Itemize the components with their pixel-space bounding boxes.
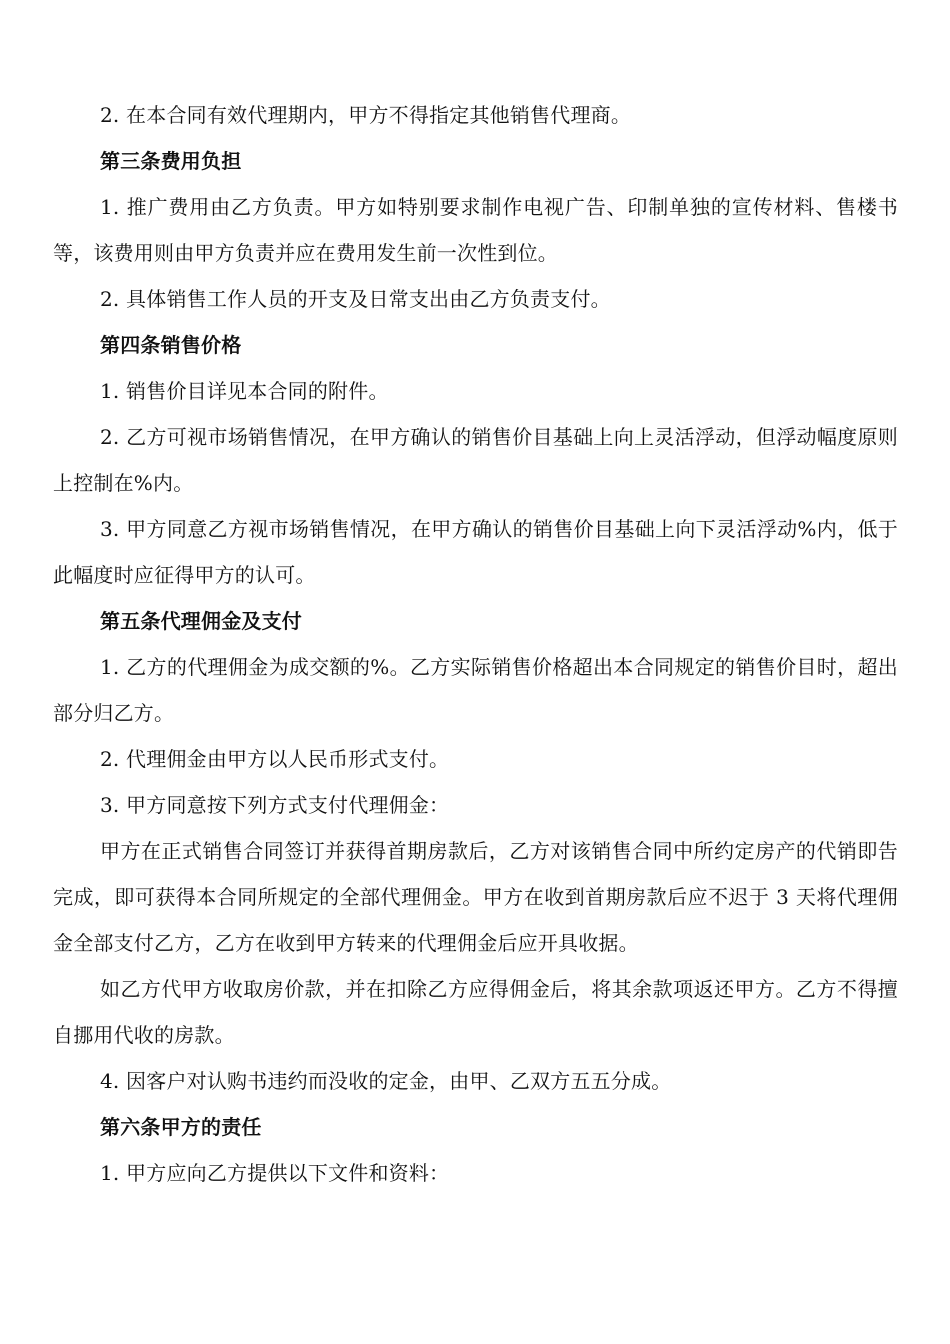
paragraph: 1. 销售价目详见本合同的附件。 [100, 379, 389, 403]
section-heading: 第五条代理佣金及支付 [100, 609, 302, 633]
paragraph: 甲方在正式销售合同签订并获得首期房款后，乙方对该销售合同中所约定房产的代销即告完成，即可获得本合同所规定的全部代理佣金。甲方在收到首期房款后应不迟于 3 天将代理佣金全部支付乙方，乙方在收到甲方转来的代理佣金后应开具收据。 [53, 839, 898, 955]
paragraph: 2. 乙方可视市场销售情况，在甲方确认的销售价目基础上向上灵活浮动，但浮动幅度原则上控制在%内。 [53, 425, 898, 495]
paragraph: 如乙方代甲方收取房价款，并在扣除乙方应得佣金后，将其余款项返还甲方。乙方不得擅自挪用代收的房款。 [53, 977, 898, 1047]
paragraph: 4. 因客户对认购书违约而没收的定金，由甲、乙双方五五分成。 [100, 1069, 672, 1093]
paragraph: 1. 甲方应向乙方提供以下文件和资料： [100, 1161, 450, 1185]
section-heading: 第四条销售价格 [100, 333, 242, 357]
paragraph: 2. 具体销售工作人员的开支及日常支出由乙方负责支付。 [100, 287, 611, 311]
section-heading: 第六条甲方的责任 [100, 1115, 262, 1139]
paragraph: 2. 代理佣金由甲方以人民币形式支付。 [100, 747, 450, 771]
paragraph: 3. 甲方同意按下列方式支付代理佣金： [100, 793, 450, 817]
paragraph: 1. 乙方的代理佣金为成交额的%。乙方实际销售价格超出本合同规定的销售价目时，超出部分归乙方。 [53, 655, 898, 725]
document-body [53, 92, 898, 1196]
paragraph: 1. 推广费用由乙方负责。甲方如特别要求制作电视广告、印制单独的宣传材料、售楼书等，该费用则由甲方负责并应在费用发生前一次性到位。 [53, 195, 898, 265]
paragraph: 2. 在本合同有效代理期内，甲方不得指定其他销售代理商。 [100, 103, 632, 127]
section-heading: 第三条费用负担 [100, 149, 242, 173]
paragraph: 3. 甲方同意乙方视市场销售情况，在甲方确认的销售价目基础上向下灵活浮动%内，低于此幅度时应征得甲方的认可。 [53, 517, 898, 587]
